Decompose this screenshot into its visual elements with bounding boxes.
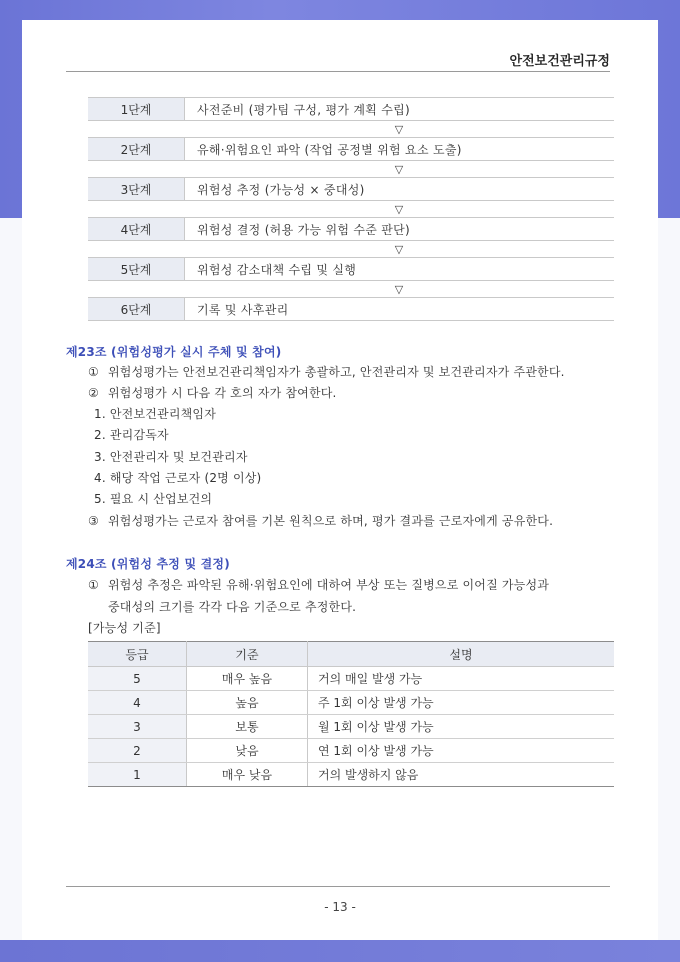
step-row [88, 177, 614, 201]
column-header: 설명 [308, 642, 615, 667]
step-arrow: ▽ [394, 162, 404, 176]
table-cell: 매우 높음 [187, 667, 308, 691]
step-row [88, 97, 614, 121]
risk-assessment-steps [88, 97, 614, 321]
step-row [88, 257, 614, 281]
column-header: 기준 [187, 642, 308, 667]
step-arrow: ▽ [394, 202, 404, 216]
paragraph-text: 위험성평가는 안전보건관리책임자가 총괄하고, 안전관리자 및 보건관리자가 주관한다. [108, 365, 565, 379]
article-24-title: 제24조 (위험성 추정 및 결정) [66, 557, 230, 571]
page-number: - 13 - [324, 900, 356, 914]
table-cell: 연 1회 이상 발생 가능 [308, 739, 615, 763]
table-row [88, 763, 614, 787]
step-arrow: ▽ [394, 122, 404, 136]
header-divider [66, 71, 610, 72]
paragraph-text: 위험성평가는 근로자 참여를 기본 원칙으로 하며, 평가 결과를 근로자에게 공유한다. [108, 514, 554, 528]
step-text: 위험성 추정 (가능성 × 중대성) [197, 182, 365, 197]
step-text: 위험성 결정 (허용 가능 위험 수준 판단) [197, 222, 411, 237]
article-23-paragraph-2 [88, 384, 337, 401]
paragraph-marker: ② [88, 386, 99, 400]
paragraph-text: 위험성평가 시 다음 각 호의 자가 참여한다. [108, 386, 337, 400]
table-row [88, 739, 614, 763]
table-cell: 5 [88, 667, 187, 691]
paragraph-marker: ① [88, 365, 99, 379]
list-item: 2. 관리감독자 [94, 428, 169, 442]
table-header-row [88, 642, 614, 667]
table-cell: 보통 [187, 715, 308, 739]
step-text: 기록 및 사후관리 [197, 302, 289, 317]
step-text: 위험성 감소대책 수립 및 실행 [197, 262, 357, 277]
table-subheading: [가능성 기준] [88, 621, 161, 635]
table-cell: 1 [88, 763, 187, 787]
list-item: 5. 필요 시 산업보건의 [94, 492, 213, 506]
step-row [88, 297, 614, 321]
list-item: 1. 안전보건관리책임자 [94, 407, 216, 421]
document-header-title: 안전보건관리규정 [509, 54, 610, 69]
list-item: 3. 안전관리자 및 보건관리자 [94, 450, 248, 464]
article-24-paragraph-1 [88, 576, 549, 593]
footer-divider [66, 886, 610, 887]
table-cell: 4 [88, 691, 187, 715]
table-cell: 매우 낮음 [187, 763, 308, 787]
table-row [88, 715, 614, 739]
table-cell: 월 1회 이상 발생 가능 [308, 715, 615, 739]
table-row [88, 691, 614, 715]
article-23-title: 제23조 (위험성평가 실시 주체 및 참여) [66, 345, 282, 359]
table-cell: 3 [88, 715, 187, 739]
paragraph-marker: ③ [88, 514, 99, 528]
step-text: 사전준비 (평가팀 구성, 평가 계획 수립) [197, 102, 411, 117]
step-row [88, 137, 614, 161]
table-row [88, 667, 614, 691]
paragraph-marker: ① [88, 578, 99, 592]
step-arrow: ▽ [394, 282, 404, 296]
table-cell: 주 1회 이상 발생 가능 [308, 691, 615, 715]
paragraph-text: 위험성 추정은 파악된 유해·위험요인에 대하여 부상 또는 질병으로 이어질 가능성과 [108, 578, 550, 592]
likelihood-criteria-table [88, 641, 614, 787]
article-24-paragraph-1-cont: 중대성의 크기를 각각 다음 기준으로 추정한다. [108, 600, 357, 614]
step-label: 3단계 [88, 178, 185, 200]
step-label: 6단계 [88, 298, 185, 320]
step-row [88, 217, 614, 241]
article-23-paragraph-1 [88, 363, 565, 380]
step-label: 4단계 [88, 218, 185, 240]
list-item: 4. 해당 작업 근로자 (2명 이상) [94, 471, 262, 485]
step-arrow: ▽ [394, 242, 404, 256]
column-header: 등급 [88, 642, 187, 667]
step-label: 5단계 [88, 258, 185, 280]
table-cell: 2 [88, 739, 187, 763]
article-23-paragraph-3 [88, 512, 553, 529]
background-bottom-band [0, 940, 680, 962]
step-text: 유해·위험요인 파악 (작업 공정별 위험 요소 도출) [197, 142, 462, 157]
table-cell: 거의 매일 발생 가능 [308, 667, 615, 691]
table-cell: 높음 [187, 691, 308, 715]
table-cell: 거의 발생하지 않음 [308, 763, 615, 787]
step-label: 2단계 [88, 138, 185, 160]
table-cell: 낮음 [187, 739, 308, 763]
step-label: 1단계 [88, 98, 185, 120]
